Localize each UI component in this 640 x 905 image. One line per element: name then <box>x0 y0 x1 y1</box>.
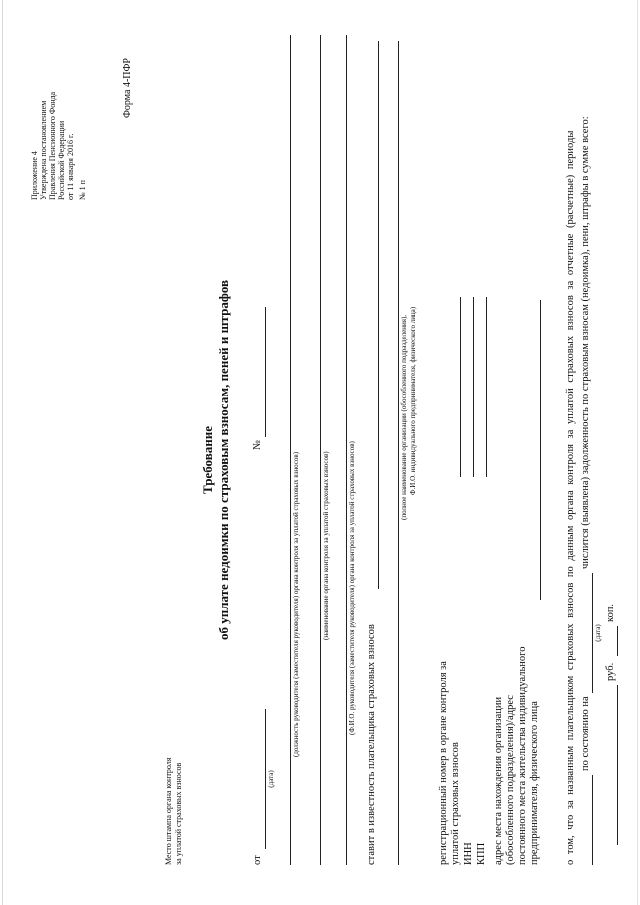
number-line <box>265 307 266 437</box>
payer-line <box>378 41 379 589</box>
position-line <box>290 35 291 865</box>
inn-label: ИНН <box>463 842 474 865</box>
notify-text: ставит в известность плательщика страховых взносов <box>366 624 377 865</box>
sum-kop-line <box>617 626 618 656</box>
authority-line <box>320 35 321 865</box>
kop-label: коп. <box>605 603 616 622</box>
addr-label-3: постоянного места жительства индивидуального <box>517 646 528 865</box>
position-caption: (должность руководителя (заместителя руководителя) органа контроля за уплатой страховых взносов) <box>292 451 300 757</box>
addr-label-4: предпринимателя, физического лица <box>529 701 540 865</box>
document-subtitle: об уплате недоимки по страховым взносам, пеней и штрафов <box>216 279 231 641</box>
number-sign: № <box>252 439 263 450</box>
sum-rub-line <box>617 685 618 845</box>
statement-line-1: о том, что за названным плательщиком страховых взносов по данным органа контроля за уплатой страховых взносов за отчетные (расчетные) периоды <box>565 130 576 865</box>
payer-caption-1: (полное наименование организации (обособленного подразделения), <box>400 314 408 520</box>
kpp-value-line <box>486 297 487 477</box>
reg-label-2: уплатой страховых взносов <box>450 742 461 865</box>
payer-line-2 <box>398 41 399 865</box>
payer-caption-2: Ф.И.О. индивидуального предпринимателя, физического лица) <box>409 306 417 495</box>
stamp-label-1: Место штампа органа контроля <box>164 757 173 865</box>
board-label: Правления Пенсионного Фонда <box>48 91 57 200</box>
reg-value-line <box>460 297 461 477</box>
approval-date: от 11 января 2016 г. <box>66 133 75 200</box>
addr-label-2: (обособленного подразделения)/адрес <box>505 695 516 865</box>
document-title: Требование <box>200 426 215 494</box>
fio-caption: (Ф.И.О. руководителя (заместителя руководителя) органа контроля за уплатой страховых взносов) <box>348 441 356 735</box>
as-of-date-caption: (дата) <box>594 624 602 642</box>
addr-value-line <box>540 300 541 600</box>
period-line <box>592 775 593 865</box>
appendix-label: Приложение 4 <box>30 151 39 200</box>
form-code: Форма 4-ПФР <box>122 58 133 118</box>
country-label: Российской Федерации <box>57 120 66 200</box>
as-of-label: по состоянию на <box>580 696 591 771</box>
addr-label-1: адрес места нахождения организации <box>493 696 504 865</box>
statement-line-2: числится (выявлена) задолженность по страховым взносам (недоимка), пени, штрафы в сумме всего: <box>580 116 591 569</box>
approval-number: № 1 п <box>78 180 87 200</box>
rub-label: руб. <box>605 662 616 681</box>
from-label: от <box>252 855 263 865</box>
stamp-label-2: за уплатой страховых взносов <box>174 762 183 865</box>
reg-label-1: регистрационный номер в органе контроля за <box>438 661 449 865</box>
date-line <box>265 709 266 849</box>
authority-caption: (наименование органа контроля за уплатой страховых взносов) <box>322 451 330 640</box>
date-caption: (дата) <box>267 770 275 788</box>
kpp-label: КПП <box>476 842 487 865</box>
inn-value-line <box>473 297 474 477</box>
fio-line <box>346 35 347 865</box>
approved-label: Утверждена постановлением <box>39 100 48 200</box>
as-of-date-line <box>592 573 593 693</box>
